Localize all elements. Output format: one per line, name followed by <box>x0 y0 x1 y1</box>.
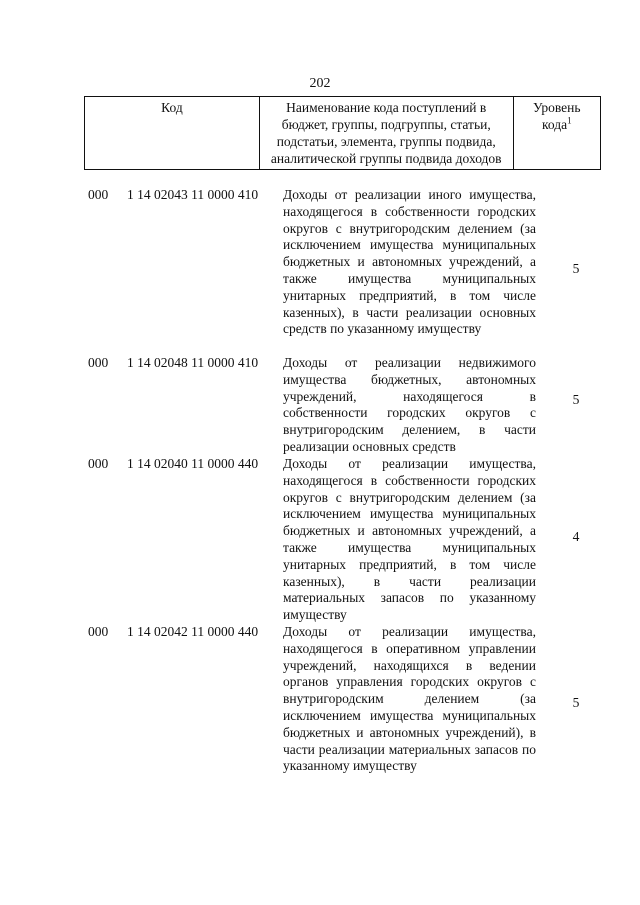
table-header <box>84 96 601 170</box>
revenue-name: Доходы от реализации иного имущества, находящегося в собственности городских округов с внутригородским делением (за исключением имущества муниципальных бюджетных и автономных учреждений, а также имущества муниципальных унитарных предприятий, в том числе казенных), в части реализации основных средств по указанному имуществу <box>283 187 536 337</box>
header-level-label: Уровень кода <box>533 100 581 132</box>
code-level: 5 <box>572 695 580 710</box>
admin-code: 000 <box>88 187 109 202</box>
code-level: 4 <box>572 529 580 544</box>
header-code: Код <box>85 97 260 170</box>
page-number: 202 <box>309 76 331 91</box>
table-row <box>0 456 640 624</box>
admin-code: 000 <box>88 456 109 471</box>
footnote-marker: 1 <box>567 115 572 126</box>
code-level: 5 <box>572 392 580 407</box>
revenue-code: 1 14 02042 11 0000 440 <box>127 624 259 639</box>
code-level: 5 <box>572 261 580 276</box>
revenue-code: 1 14 02040 11 0000 440 <box>127 456 259 471</box>
revenue-name: Доходы от реализации имущества, находящегося в оперативном управлении учреждений, находящихся в ведении органов управления городских округов с внутригородским делением (за исключением имущества муниципальных бюджетных и автономных учреждений), в части реализации материальных запасов по указанному имуществу <box>283 624 536 774</box>
table-body <box>0 187 640 792</box>
revenue-code: 1 14 02043 11 0000 410 <box>127 187 259 202</box>
table-row <box>0 355 640 456</box>
revenue-code: 1 14 02048 11 0000 410 <box>127 355 259 370</box>
revenue-name: Доходы от реализации имущества, находящегося в собственности городских округов с внутригородским делением (за исключением имущества муниципальных бюджетных и автономных учреждений, а также имущества муниципальных унитарных предприятий, в том числе казенных), в части реализации материальных запасов по указанному имуществу <box>283 456 536 623</box>
admin-code: 000 <box>88 624 109 639</box>
revenue-name: Доходы от реализации недвижимого имущества бюджетных, автономных учреждений, находящегося в собственности городских округов с внутригородским делением, в части реализации основных средств <box>283 355 536 454</box>
admin-code: 000 <box>88 355 109 370</box>
header-level <box>513 97 600 170</box>
table-row <box>0 187 640 355</box>
header-name: Наименование кода поступлений в бюджет, группы, подгруппы, статьи, подстатьи, элемента, группы подвида, аналитической группы подвида доходов <box>259 97 513 170</box>
table-row <box>0 624 640 792</box>
